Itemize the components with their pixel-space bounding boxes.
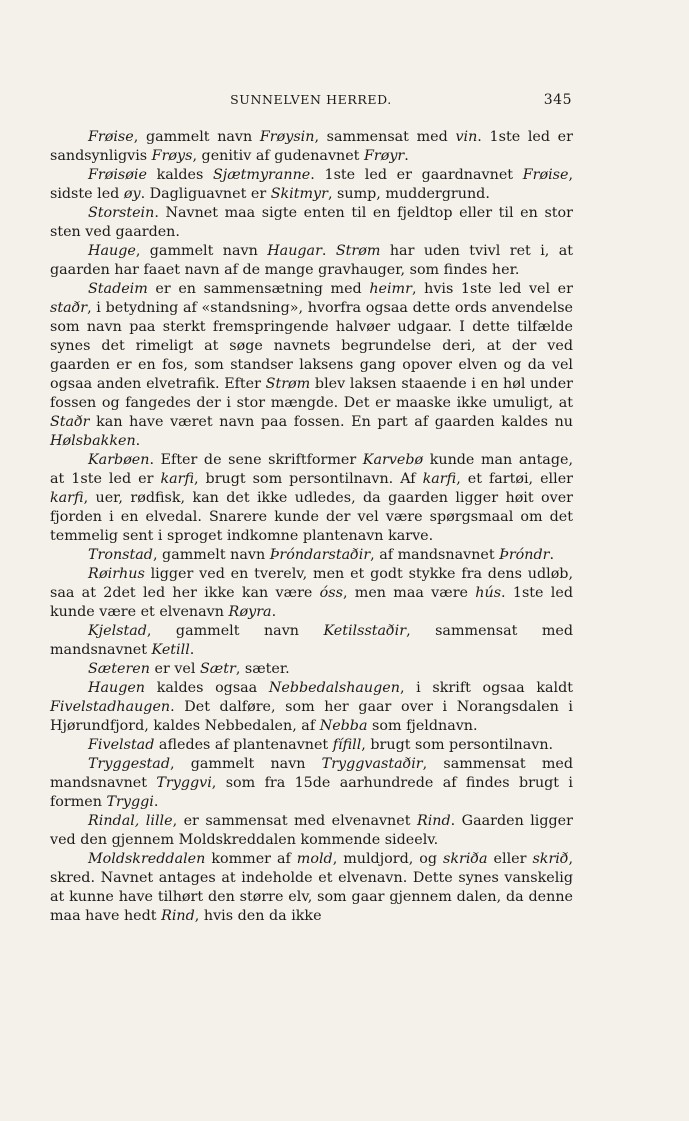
- page-number: 345: [543, 92, 572, 108]
- text-run: .: [135, 433, 141, 449]
- text-run: , gammelt navn: [152, 547, 270, 563]
- text-run: , genitiv af gudenavnet: [192, 148, 364, 164]
- text-run: kommer af: [205, 851, 297, 867]
- italic-term: skrið: [532, 851, 569, 867]
- italic-term: karfi: [50, 490, 84, 506]
- text-run: , gammelt navn: [146, 623, 324, 639]
- text-run: . 1ste led er sandsynligvis: [50, 129, 573, 164]
- italic-term: Hauge: [88, 243, 136, 259]
- text-run: . Navnet maa sigte enten til en fjeldtop eller til en stor sten ved gaarden.: [50, 205, 573, 240]
- italic-term: Ketilsstaðir: [323, 623, 407, 639]
- italic-term: Karvebø: [362, 452, 424, 468]
- italic-term: Rind: [416, 813, 451, 829]
- text-run: , sammensat med: [314, 129, 456, 145]
- italic-term: karfi: [160, 471, 194, 487]
- italic-term: Frøysin: [259, 129, 315, 145]
- text-run: , gammelt navn: [133, 129, 260, 145]
- italic-term: Strøm: [265, 376, 311, 392]
- italic-term: øy: [123, 186, 141, 202]
- italic-term: Sæteren: [88, 661, 150, 677]
- italic-term: Fivelstad: [88, 737, 155, 753]
- paragraph: [50, 812, 573, 850]
- italic-term: Nebbedalshaugen: [268, 680, 400, 696]
- italic-term: Storstein: [88, 205, 155, 221]
- text-run: , brugt som persontilnavn.: [361, 737, 554, 753]
- text-run: , muldjord, og: [332, 851, 444, 867]
- italic-term: Haugar: [267, 243, 322, 259]
- text-run: . 1ste led kunde være et elvenavn: [50, 585, 573, 620]
- paragraph: [50, 280, 573, 451]
- italic-term: vin: [455, 129, 478, 145]
- italic-term: Frøyr: [363, 148, 405, 164]
- text-run: .: [404, 148, 409, 164]
- italic-term: Rindal, lille: [88, 813, 173, 829]
- text-run: , men maa være: [342, 585, 476, 601]
- text-run: , af mandsnavnet: [370, 547, 500, 563]
- italic-term: Rind: [161, 908, 195, 924]
- italic-term: Moldskreddalen: [88, 851, 206, 867]
- text-run: kunde man antage, at 1ste led er: [50, 452, 573, 487]
- italic-term: heimr: [369, 281, 412, 297]
- paragraph: [50, 622, 573, 660]
- paragraph: [50, 546, 573, 565]
- italic-term: Frøise: [88, 129, 134, 145]
- text-run: .: [271, 604, 277, 620]
- text-run: . Dagliguavnet er: [140, 186, 271, 202]
- text-run: . Det dalføre, som her gaar over i Norangsdalen i Hjørundfjord, kaldes Nebbedalen, af: [50, 699, 573, 734]
- italic-term: Røyra: [228, 604, 272, 620]
- italic-term: Ketill: [151, 642, 190, 658]
- italic-term: Kjelstad: [88, 623, 147, 639]
- paragraph: [50, 850, 573, 926]
- text-run: , sidste led: [50, 167, 573, 202]
- italic-term: Nebba: [319, 718, 368, 734]
- paragraph: [50, 565, 573, 622]
- italic-term: fífill: [332, 737, 362, 753]
- italic-term: Sjætmyranne: [212, 167, 311, 183]
- text-run: , i skrift ogsaa kaldt: [399, 680, 573, 696]
- text-run: , i betydning af «standsning», hvorfra ogsaa dette ords anvendelse som navn paa sterkt fremspringende halvøer udgaar. I dette tilfælde synes det rimeligt at søge navnets begrundelse deri, at der ved gaarden er en fos, som standser laksens gang opover elven og da vel ogsaa anden elvetrafik. Efter: [50, 300, 573, 392]
- paragraph: [50, 679, 573, 736]
- paragraph: [50, 451, 573, 546]
- italic-term: Frøys: [151, 148, 193, 164]
- italic-term: Stadeim: [88, 281, 148, 297]
- italic-term: Þróndr: [499, 547, 550, 563]
- text-run: , skred. Navnet antages at indeholde et elvenavn. Dette synes vanskelig at kunne have tilhørt den større elv, som gaar gjennem dalen, da denne maa have hedt: [50, 851, 573, 924]
- text-run: .: [321, 243, 336, 259]
- text-run: kaldes ogsaa: [145, 680, 269, 696]
- text-run: har uden tvivl ret i, at gaarden har faaet navn af de mange gravhauger, som findes her.: [50, 243, 574, 278]
- running-title: SUNNELVEN HERRED.: [230, 92, 392, 107]
- text-run: , som fra 15de aarhundrede af findes brugt i formen: [50, 775, 573, 810]
- text-run: .: [549, 547, 555, 563]
- paragraph: [50, 166, 573, 204]
- italic-term: Strøm: [335, 243, 381, 259]
- text-run: , hvis 1ste led vel er: [411, 281, 573, 297]
- text-run: , hvis den da ikke: [194, 908, 322, 924]
- italic-term: Þróndarstaðir: [269, 547, 371, 563]
- italic-term: Sætr: [200, 661, 236, 677]
- text-run: .: [153, 794, 159, 810]
- italic-term: Tronstad: [88, 547, 153, 563]
- text-run: eller: [487, 851, 533, 867]
- text-run: , sæter.: [235, 661, 290, 677]
- text-run: , er sammensat med elvenavnet: [172, 813, 417, 829]
- italic-term: Skitmyr: [270, 186, 328, 202]
- text-run: . 1ste led er gaardnavnet: [310, 167, 523, 183]
- text-run: , et fartøi, eller: [456, 471, 573, 487]
- italic-term: Fivelstadhaugen: [50, 699, 171, 715]
- italic-term: óss: [319, 585, 343, 601]
- text-run: , sump, muddergrund.: [327, 186, 490, 202]
- text-run: afledes af plantenavnet: [154, 737, 333, 753]
- italic-term: Tryggestad: [88, 756, 170, 772]
- paragraph: [50, 736, 573, 755]
- page-header: [50, 92, 572, 112]
- italic-term: staðr: [50, 300, 88, 316]
- text-run: , gammelt navn: [135, 243, 268, 259]
- italic-term: Staðr: [50, 414, 90, 430]
- text-run: . Gaarden ligger ved den gjennem Moldskreddalen kommende sideelv.: [50, 813, 573, 848]
- italic-term: skriða: [443, 851, 488, 867]
- italic-term: Tryggvi: [156, 775, 212, 791]
- italic-term: Hølsbakken: [50, 433, 136, 449]
- text-run: er vel: [149, 661, 200, 677]
- italic-term: Frøisøie: [88, 167, 147, 183]
- italic-term: mold: [296, 851, 333, 867]
- italic-term: Karbøen: [88, 452, 150, 468]
- italic-term: Haugen: [88, 680, 146, 696]
- text-run: , gammelt navn: [169, 756, 322, 772]
- text-run: , sammensat med mandsnavnet: [50, 623, 573, 658]
- italic-term: Tryggi: [106, 794, 154, 810]
- italic-term: Tryggvastaðir: [321, 756, 423, 772]
- text-run: er en sammensætning med: [147, 281, 370, 297]
- italic-term: Røirhus: [88, 566, 145, 582]
- italic-term: Frøise: [522, 167, 569, 183]
- text-run: , brugt som persontilnavn. Af: [194, 471, 423, 487]
- text-run: .: [189, 642, 195, 658]
- paragraph: [50, 242, 573, 280]
- paragraph: [50, 128, 573, 166]
- text-run: , sammensat med mandsnavnet: [50, 756, 573, 791]
- paragraph: [50, 204, 573, 242]
- text-run: . Efter de sene skriftformer: [149, 452, 363, 468]
- text-run: blev laksen staaende i en høl under fossen og fangedes der i stor mængde. Det er maaske ikke umuligt, at: [50, 376, 574, 411]
- text-run: kan have været navn paa fossen. En part af gaarden kaldes nu: [89, 414, 573, 430]
- paragraph: [50, 660, 573, 679]
- italic-term: hús: [475, 585, 502, 601]
- text-run: , uer, rødfisk, kan det ikke udledes, da gaarden ligger høit over fjorden i en elvedal. Snarere kunde der vel være spørgsmaal om det temmelig sent i sproget indkomne plantenavn karve.: [50, 490, 573, 544]
- text-run: ligger ved en tverelv, men et godt stykke fra dens udløb, saa at 2det led her ikke kan være: [50, 566, 573, 601]
- italic-term: karfi: [422, 471, 457, 487]
- text-run: som fjeldnavn.: [367, 718, 478, 734]
- paragraph: [50, 755, 573, 812]
- text-run: kaldes: [146, 167, 213, 183]
- body-text: [50, 128, 573, 926]
